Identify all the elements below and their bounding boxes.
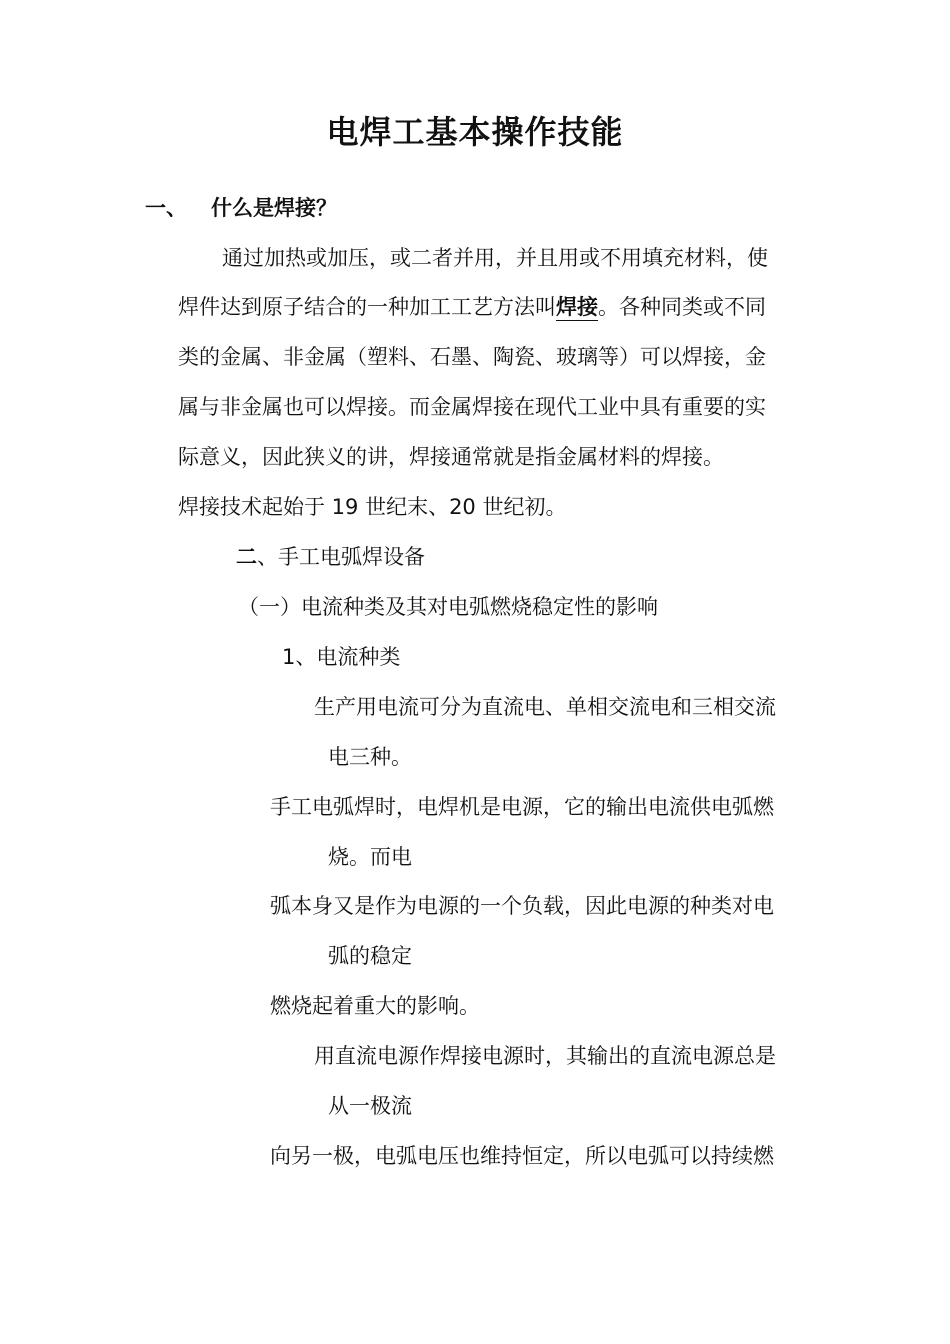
body-line1: 生产用电流可分为直流电、单相交流电和三相交流 xyxy=(314,695,776,719)
item1-heading: 1、电流种类 xyxy=(282,645,401,669)
section2-number: 二 xyxy=(236,545,257,569)
para1-line3: 类的金属、非金属（塑料、石墨、陶瓷、玻璃等）可以焊接，金 xyxy=(178,345,766,369)
section2-heading xyxy=(236,542,425,572)
para1-line2-post: 。各种同类或不同 xyxy=(598,295,766,319)
body-line5: 弧本身又是作为电源的一个负载，因此电源的种类对电 xyxy=(270,894,774,918)
para1-line2 xyxy=(178,292,766,322)
para2: 焊接技术起始于 19 世纪末、20 世纪初。 xyxy=(178,495,567,519)
body-line2: 电三种。 xyxy=(328,745,412,769)
subsection1-heading: （一）电流种类及其对电弧燃烧稳定性的影响 xyxy=(238,595,658,619)
para1-line5: 际意义，因此狭义的讲，焊接通常就是指金属材料的焊接。 xyxy=(178,445,724,469)
body-line9: 从一极流 xyxy=(328,1094,412,1118)
body-line3: 手工电弧焊时，电焊机是电源，它的输出电流供电弧燃 xyxy=(270,795,774,819)
section1-number: 一、 xyxy=(145,196,187,220)
section2-heading-text: 、手工电弧焊设备 xyxy=(257,545,425,569)
term-welding: 焊接 xyxy=(556,295,598,319)
body-line4: 烧。而电 xyxy=(328,845,412,869)
para1-line1: 通过加热或加压，或二者并用，并且用或不用填充材料，使 xyxy=(222,246,768,270)
body-line8: 用直流电源作焊接电源时，其输出的直流电源总是 xyxy=(314,1044,776,1068)
document-title: 电焊工基本操作技能 xyxy=(326,113,624,151)
body-line10: 向另一极，电弧电压也维持恒定，所以电弧可以持续燃 xyxy=(270,1144,774,1168)
para1-line2-pre: 焊件达到原子结合的一种加工工艺方法叫 xyxy=(178,295,556,319)
body-line6: 弧的稳定 xyxy=(328,944,412,968)
section1-heading: 什么是焊接？ xyxy=(211,196,337,220)
para1-line4: 属与非金属也可以焊接。而金属焊接在现代工业中具有重要的实 xyxy=(178,395,766,419)
body-line7: 燃烧起着重大的影响。 xyxy=(270,994,480,1018)
